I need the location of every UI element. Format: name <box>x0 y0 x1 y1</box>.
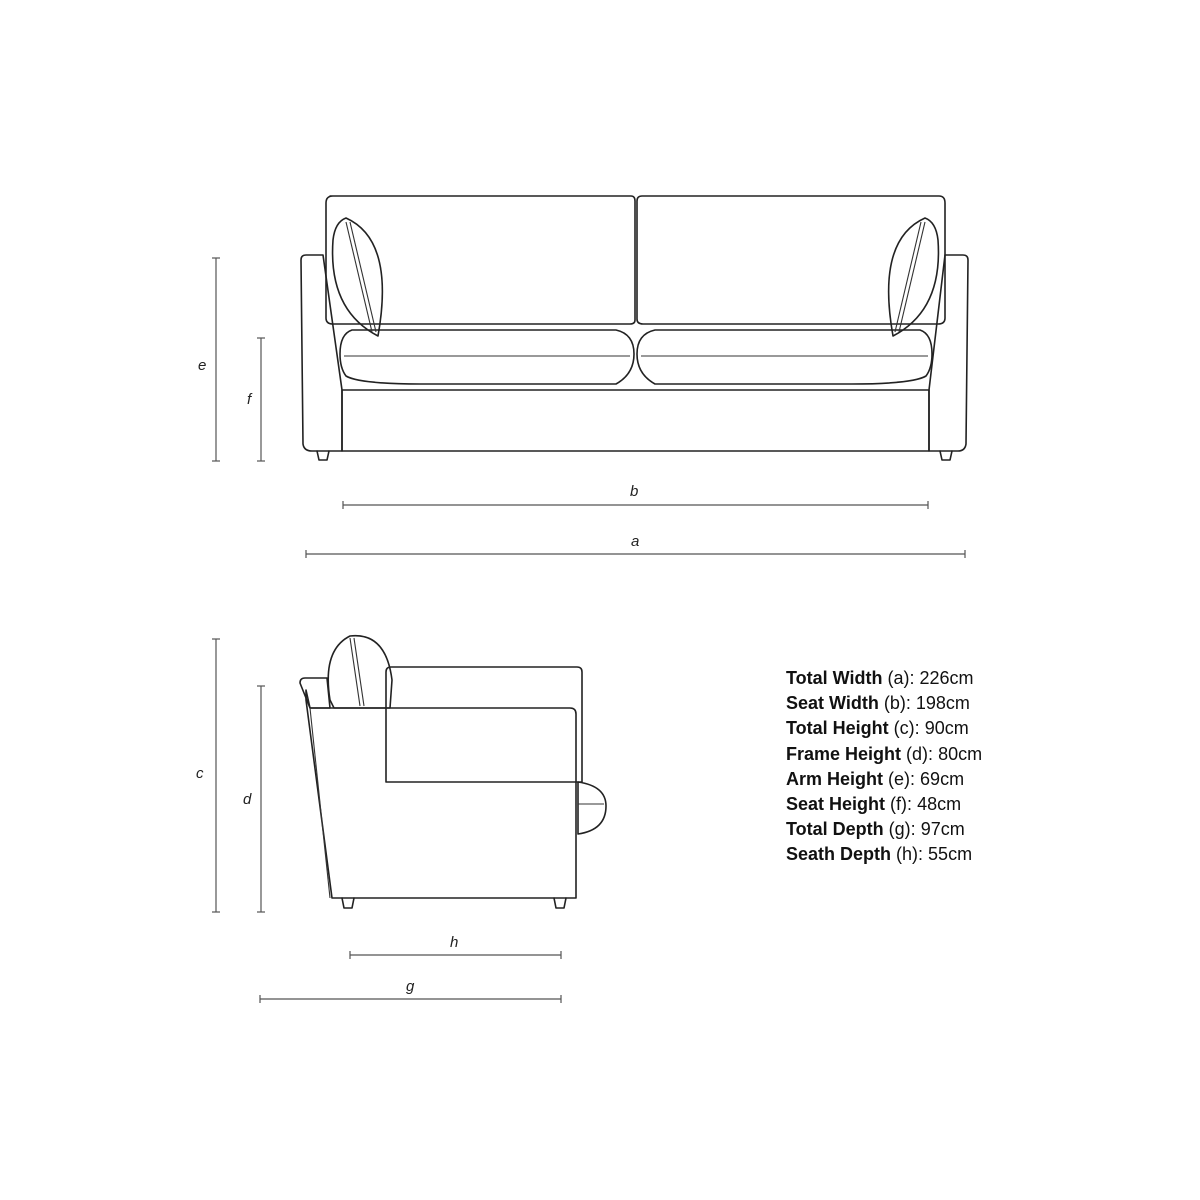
spec-total-depth <box>786 817 982 842</box>
scatter-cushion-right-seam <box>899 222 925 332</box>
spec-value: 97cm <box>920 819 965 840</box>
spec-key: (a): <box>887 668 915 688</box>
spec-value: 198cm <box>915 693 970 714</box>
spec-total-height <box>786 716 982 741</box>
front-foot-right <box>940 451 952 460</box>
spec-total-width <box>786 666 982 691</box>
side-seat-front <box>578 782 606 834</box>
spec-seat-height <box>786 792 982 817</box>
spec-name: Arm Height <box>786 768 884 789</box>
label-h: h <box>450 934 459 951</box>
label-d: d <box>243 791 252 808</box>
label-b: b <box>630 483 639 500</box>
spec-key: (d): <box>906 743 934 764</box>
scatter-cushion-right <box>889 218 939 336</box>
sofa-base <box>342 390 929 451</box>
seat-cushion-left <box>340 330 634 384</box>
spec-name: Seat Width <box>786 693 879 714</box>
spec-name: Total Height <box>786 718 889 739</box>
spec-name: Frame Height <box>786 743 902 764</box>
side-scatter-cushion <box>328 636 392 708</box>
spec-seat-width <box>786 691 982 716</box>
side-body <box>306 690 576 898</box>
spec-value: 55cm <box>928 844 973 865</box>
label-a: a <box>631 533 640 550</box>
scatter-cushion-right-seam-2 <box>895 222 921 332</box>
dimension-e <box>198 258 220 461</box>
spec-name: Total Depth <box>786 819 884 840</box>
dimension-d <box>243 686 265 912</box>
side-body-edge <box>310 708 330 898</box>
dimension-f <box>247 338 265 461</box>
spec-name: Total Width <box>786 668 883 688</box>
specifications-list <box>786 666 982 868</box>
spec-key: (e): <box>888 768 916 789</box>
spec-name: Seath Depth <box>786 844 892 865</box>
label-f: f <box>247 391 252 408</box>
spec-frame-height <box>786 742 982 767</box>
seat-cushion-right <box>637 330 932 384</box>
side-foot-front <box>554 898 566 908</box>
spec-value: 90cm <box>924 718 969 739</box>
spec-key: (h): <box>896 844 924 865</box>
spec-value: 48cm <box>917 794 962 815</box>
label-g: g <box>406 978 415 995</box>
dimension-b <box>343 483 928 509</box>
spec-name: Seat Height <box>786 794 886 815</box>
sofa-side-view <box>300 636 606 908</box>
dimension-g <box>260 978 561 1003</box>
spec-key: (b): <box>883 693 911 714</box>
side-arm-roll <box>300 678 330 708</box>
spec-value: 226cm <box>919 668 974 688</box>
back-cushion-left <box>326 196 635 324</box>
spec-key: (g): <box>888 819 916 840</box>
side-foot-back <box>342 898 354 908</box>
dimension-c <box>196 639 220 912</box>
spec-key: (f): <box>890 794 913 815</box>
scatter-cushion-left <box>333 218 383 336</box>
dimension-h <box>350 934 561 959</box>
dimension-a <box>306 533 965 558</box>
spec-value: 69cm <box>920 768 965 789</box>
sofa-front-view <box>301 196 968 460</box>
spec-value: 80cm <box>938 743 983 764</box>
back-cushion-right <box>637 196 945 324</box>
spec-arm-height <box>786 767 982 792</box>
side-back-cushion <box>386 667 582 782</box>
front-foot-left <box>317 451 329 460</box>
spec-key: (c): <box>893 718 920 739</box>
scatter-cushion-left-seam-2 <box>350 222 376 332</box>
spec-seat-depth <box>786 842 982 867</box>
scatter-cushion-left-seam <box>346 222 372 332</box>
label-c: c <box>196 765 204 782</box>
label-e: e <box>198 357 207 374</box>
